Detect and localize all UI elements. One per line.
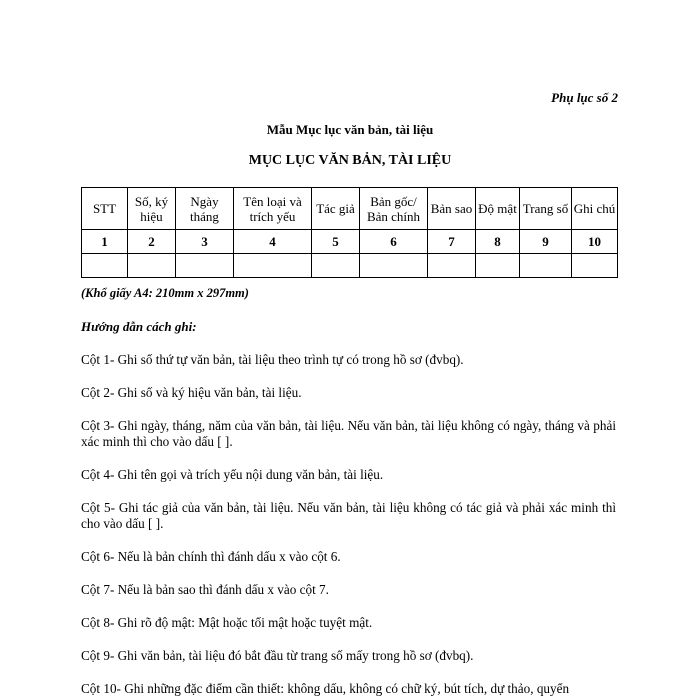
instruction-item: Cột 5- Ghi tác giả của văn bản, tài liệu. Nếu văn bản, tài liệu không có tác giả và phải xác minh thì cho vào dấu [ ].: [81, 500, 616, 531]
guide-heading: Hướng dẫn cách ghi:: [81, 319, 197, 334]
empty-cell: [428, 254, 476, 278]
header-cell: Ngày tháng: [176, 188, 234, 230]
header-cell: Độ mật: [476, 188, 520, 230]
empty-cell: [234, 254, 312, 278]
table-header-row: [82, 188, 618, 230]
empty-cell: [312, 254, 360, 278]
column-number-cell: 9: [520, 230, 572, 254]
empty-cell: [360, 254, 428, 278]
appendix-label: Phụ lục số 2: [551, 90, 618, 105]
instruction-item: Cột 8- Ghi rõ độ mật: Mật hoặc tối mật hoặc tuyệt mật.: [81, 615, 373, 630]
column-number-cell: 10: [572, 230, 618, 254]
empty-table-row: [82, 254, 618, 278]
empty-cell: [176, 254, 234, 278]
header-cell: Bản sao: [428, 188, 476, 230]
instruction-item: Cột 4- Ghi tên gọi và trích yếu nội dung văn bản, tài liệu.: [81, 467, 384, 482]
instruction-item: Cột 7- Nếu là bản sao thì đánh dấu x vào cột 7.: [81, 582, 329, 597]
header-cell: Bản gốc/ Bản chính: [360, 188, 428, 230]
header-cell: Tác giả: [312, 188, 360, 230]
instruction-item: Cột 10- Ghi những đặc điểm cần thiết: không dấu, không có chữ ký, bút tích, dự thảo, quyển: [81, 681, 570, 696]
column-number-cell: 3: [176, 230, 234, 254]
header-cell: Trang số: [520, 188, 572, 230]
paper-size-note: (Khổ giấy A4: 210mm x 297mm): [81, 286, 249, 300]
header-cell: Số, ký hiệu: [128, 188, 176, 230]
column-number-cell: 7: [428, 230, 476, 254]
column-number-cell: 2: [128, 230, 176, 254]
column-number-cell: 6: [360, 230, 428, 254]
column-number-cell: 4: [234, 230, 312, 254]
column-number-cell: 5: [312, 230, 360, 254]
form-subtitle: Mẫu Mục lục văn bản, tài liệu: [266, 122, 434, 137]
page-title: MỤC LỤC VĂN BẢN, TÀI LIỆU: [248, 153, 452, 168]
instruction-item: Cột 6- Nếu là bản chính thì đánh dấu x vào cột 6.: [81, 549, 341, 564]
toc-table: [81, 187, 618, 278]
empty-cell: [572, 254, 618, 278]
instruction-item: Cột 2- Ghi số và ký hiệu văn bản, tài liệu.: [81, 385, 302, 400]
instruction-item: Cột 9- Ghi văn bản, tài liệu đó bắt đầu từ trang số mấy trong hồ sơ (đvbq).: [81, 648, 474, 663]
column-number-row: [82, 230, 618, 254]
instruction-item: Cột 1- Ghi số thứ tự văn bản, tài liệu theo trình tự có trong hồ sơ (đvbq).: [81, 352, 464, 367]
column-number-cell: 1: [82, 230, 128, 254]
empty-cell: [82, 254, 128, 278]
header-cell: Tên loại và trích yếu: [234, 188, 312, 230]
empty-cell: [520, 254, 572, 278]
empty-cell: [128, 254, 176, 278]
header-cell: Ghi chú: [572, 188, 618, 230]
empty-cell: [476, 254, 520, 278]
header-cell: STT: [82, 188, 128, 230]
instruction-item: Cột 3- Ghi ngày, tháng, năm của văn bản, tài liệu. Nếu văn bản, tài liệu không có ngày, tháng và phải xác minh thì cho vào dấu [ ].: [81, 418, 616, 449]
column-number-cell: 8: [476, 230, 520, 254]
